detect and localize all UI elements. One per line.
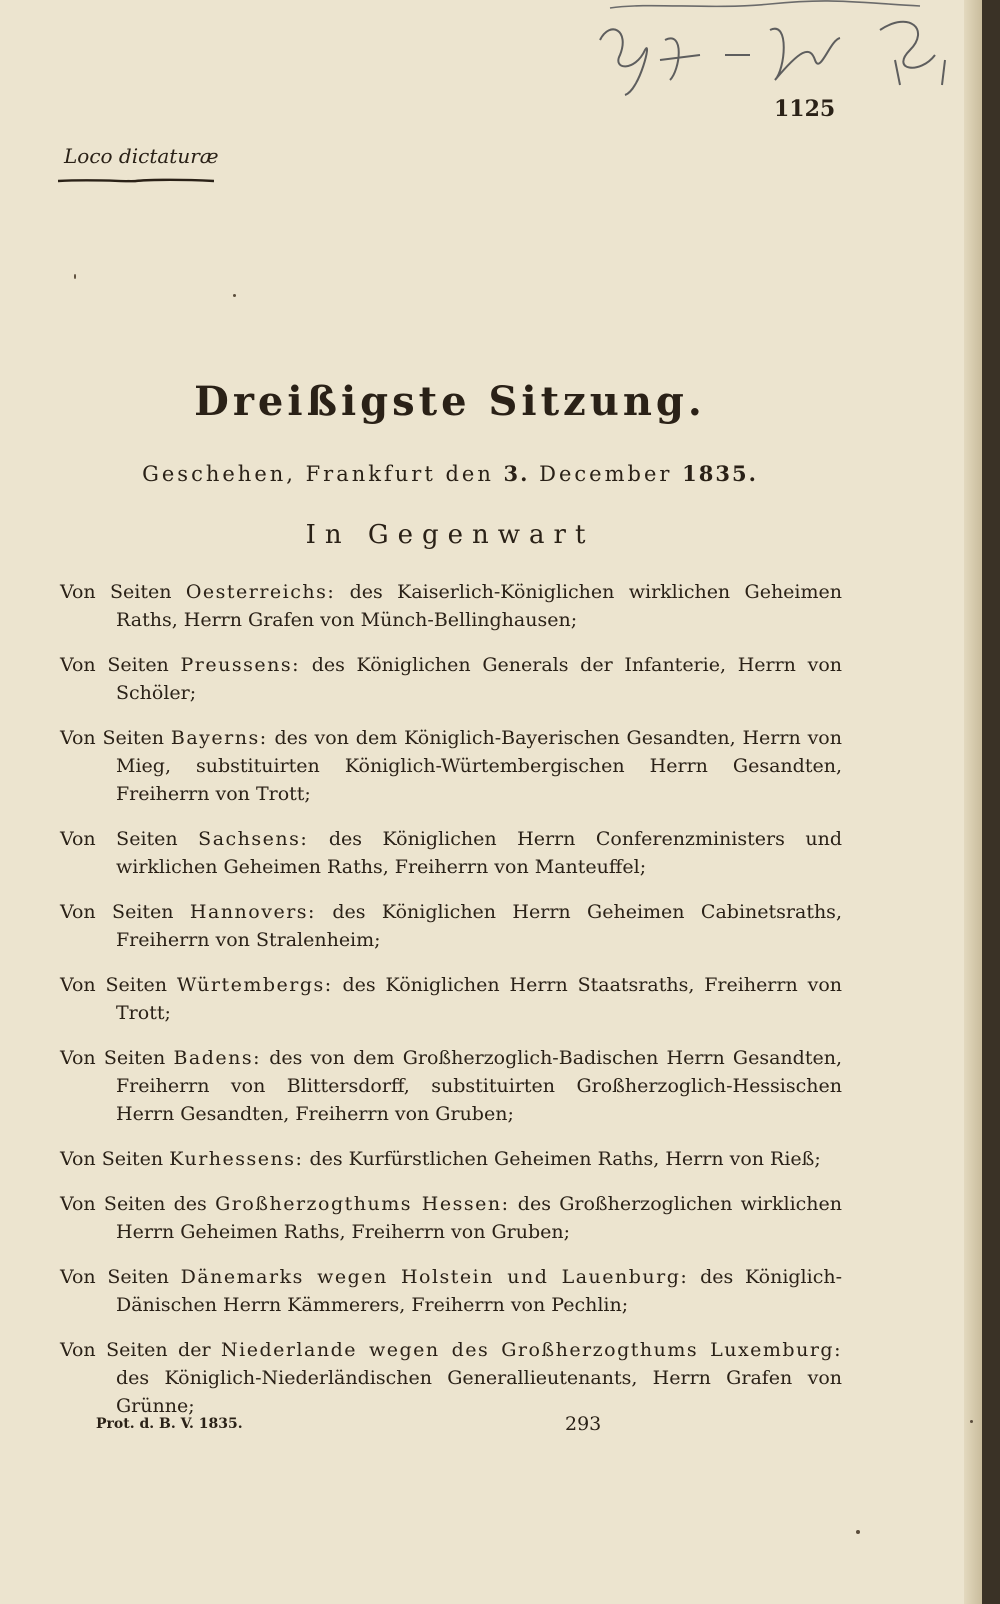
- dateline-month: December: [539, 462, 673, 486]
- entry-state: Bayerns:: [170, 727, 268, 749]
- entry-lead: Von Seiten: [60, 828, 178, 850]
- paper-speck: [856, 1530, 860, 1534]
- attendance-entry: [60, 825, 842, 881]
- entry-state: Würtembergs:: [176, 974, 333, 996]
- attendance-entry: [60, 1145, 842, 1173]
- protocol-signature: Prot. d. B. V. 1835.: [96, 1416, 243, 1432]
- entry-state: Kurhessens:: [169, 1148, 304, 1170]
- page-edge: [964, 0, 982, 1604]
- entry-text: des Königlichen Herrn Geheimen Cabinetsraths, Freiherrn von Stralenheim;: [116, 901, 842, 951]
- entry-state: Hannovers:: [189, 901, 316, 923]
- attendance-entry: [60, 971, 842, 1027]
- entry-lead: Von Seiten: [60, 1148, 164, 1170]
- entry-text: des Königlichen Herrn Conferenzministers und wirklichen Geheimen Raths, Freiherrn von Manteuffel;: [116, 828, 842, 878]
- dateline: [0, 461, 900, 486]
- entry-state: Oesterreichs:: [185, 581, 336, 603]
- attendance-entry: [60, 578, 842, 634]
- dateline-year: 1835.: [682, 461, 758, 486]
- paper-speck: [970, 1420, 973, 1423]
- dateline-day: 3.: [503, 461, 530, 486]
- entry-lead: Von Seiten: [60, 581, 172, 603]
- entry-text: des Kurfürstlichen Geheimen Raths, Herrn von Rieß;: [309, 1148, 821, 1170]
- handwritten-annotation: [590, 0, 960, 110]
- entry-text: des Königlichen Generals der Infanterie, Herrn von Schöler;: [116, 654, 843, 704]
- entry-state: Preussens:: [180, 654, 300, 676]
- session-title: Dreißigste Sitzung.: [194, 378, 706, 425]
- dateline-prefix: Geschehen, Frankfurt den: [142, 462, 494, 486]
- entry-text: des Königlichen Herrn Staatsraths, Freiherrn von Trott;: [116, 974, 842, 1024]
- entry-state: Dänemarks wegen Holstein und Lauenburg:: [180, 1266, 689, 1288]
- entry-text: des von dem Königlich-Bayerischen Gesandten, Herrn von Mieg, substituirten Königlich-Würtembergischen Herrn Gesandten, Freiherrn von Trott;: [116, 727, 842, 805]
- entry-state: Sachsens:: [198, 828, 309, 850]
- presence-heading: In Gegenwart: [305, 520, 595, 550]
- attendance-entry: [60, 1263, 842, 1319]
- entry-text: des Königlich-Dänischen Herrn Kämmerers, Freiherrn von Pechlin;: [116, 1266, 843, 1316]
- entry-lead: Von Seiten: [60, 1266, 169, 1288]
- entry-text: des Großherzoglichen wirklichen Herrn Geheimen Raths, Freiherrn von Gruben;: [116, 1193, 843, 1243]
- attendance-entry: [60, 898, 842, 954]
- entry-state: Badens:: [173, 1047, 262, 1069]
- entry-lead: Von Seiten: [60, 1047, 166, 1069]
- entry-lead: Von Seiten: [60, 654, 169, 676]
- entry-lead: Von Seiten: [60, 974, 167, 996]
- entry-lead: Von Seiten der: [60, 1339, 211, 1361]
- attendance-entry: [60, 651, 842, 707]
- paper-speck: [233, 294, 236, 297]
- entry-state: Großherzogthums Hessen:: [215, 1193, 510, 1215]
- entry-lead: Von Seiten des: [60, 1193, 207, 1215]
- attendance-entry: [60, 724, 842, 808]
- entry-text: des Königlich-Niederländischen Generallieutenants, Herrn Grafen von Grünne;: [116, 1367, 842, 1417]
- attendance-entry: [60, 1190, 842, 1246]
- paper-speck: [74, 274, 76, 279]
- attendance-entry: [60, 1336, 842, 1420]
- decorative-rule: [58, 176, 214, 186]
- attendance-list: [60, 578, 842, 1437]
- entry-lead: Von Seiten: [60, 727, 164, 749]
- entry-text: des von dem Großherzoglich-Badischen Herrn Gesandten, Freiherrn von Blittersdorff, substituirten Großherzoglich-Hessischen Herrn Gesandten, Freiherrn von Gruben;: [116, 1047, 842, 1125]
- entry-state: Niederlande wegen des Großherzogthums Luxemburg:: [221, 1339, 842, 1361]
- attendance-entry: [60, 1044, 842, 1128]
- loco-dictaturae-note: Loco dictaturæ: [64, 144, 219, 168]
- entry-lead: Von Seiten: [60, 901, 174, 923]
- entry-text: des Kaiserlich-Königlichen wirklichen Geheimen Raths, Herrn Grafen von Münch-Bellinghausen;: [116, 581, 842, 631]
- sheet-number: 293: [565, 1413, 602, 1435]
- page-number: 1125: [774, 96, 836, 122]
